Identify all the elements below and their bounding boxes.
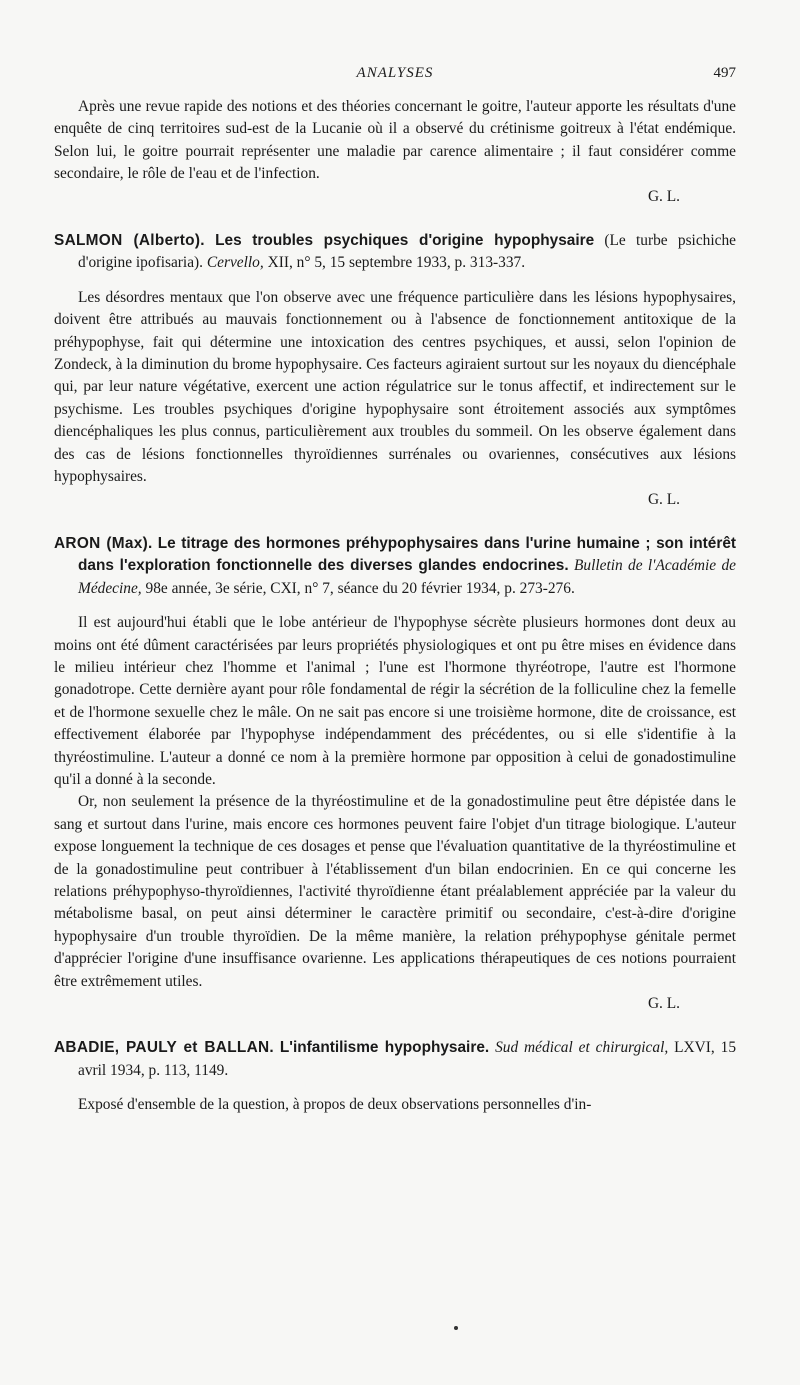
- print-speck: [454, 1326, 458, 1330]
- work-title: Les troubles psychiques d'origine hypophysaire: [215, 232, 595, 250]
- review-paragraph: Exposé d'ensemble de la question, à propos de deux observations personnelles d'in-: [78, 1096, 592, 1114]
- citation: [54, 533, 736, 600]
- author: ARON (Max).: [54, 534, 153, 552]
- journal-name: Cervello,: [206, 254, 264, 272]
- work-title: L'infantilisme hypophysaire.: [279, 1039, 490, 1057]
- running-header: [54, 62, 736, 86]
- journal-details: LXVI, 15 avril 1934, p. 113, 1149.: [78, 1039, 737, 1079]
- journal-name: Bulletin de l'Académie de Médecine,: [78, 557, 736, 597]
- review-paragraph: Les désordres mentaux que l'on observe avec une fréquence particulière dans les lésions hypophysaires, doivent être attribués au mauvais fonctionnement ou à l'absence de fonctionnement antitoxique de la préhypophyse, fait qui détermine une intoxication des centres psychiques, et aussi, selon l'opinion de Zondeck, à la diminution du brome hypophysaire. Ces facteurs agiraient surtout sur les noyaux du diencéphale qui, par leur nature végétative, exercent une action régulatrice sur le tonus affectif, et indirectement sur le psychisme. Les troubles psychiques d'origine hypophysaire sont étroitement associés aux symptômes diencéphaliques les plus connus, particulièrement aux troubles du sommeil. On les observe également dans des cas de lésions fonctionnelles thyroïdiennes surrénales ou ovariennes, consécutives aux lésions hypophysaires.: [54, 288, 736, 486]
- review-paragraph: Il est aujourd'hui établi que le lobe antérieur de l'hypophyse sécrète plusieurs hormones dont deux au moins ont été dûment caractérisées par leurs propriétés physiologiques et ont pu être mises en évidence dans le milieu intérieur chez l'homme et l'animal ; l'une est l'hormone thyréotrope, l'autre est l'hormone gonadotrope. Cette dernière ayant pour rôle fondamental de régir la sécrétion de la folliculine chez la femelle et de l'hormone sexuelle chez le mâle. On ne sait pas encore si une troisième hormone, dite de croissance, est effectivement élaborée par l'hypophyse indépendamment des précédentes, ou si elle s'identifie à la thyréostimuline. L'auteur a donné ce nom à la première hormone par opposition à celui de gonadostimuline qu'il a donné à la seconde.: [54, 614, 736, 788]
- page: [54, 62, 736, 1117]
- review-aron: [54, 533, 736, 1016]
- author: ABADIE, PAULY et BALLAN.: [54, 1039, 274, 1057]
- review-salmon: [54, 230, 736, 511]
- review-paragraph: Or, non seulement la présence de la thyréostimuline et de la gonadostimuline peut être dépistée dans le sang et surtout dans l'urine, mais encore ces hormones peuvent faire l'objet d'un titrage biologique. L'auteur expose longuement la technique de ces dosages et pense que l'évaluation quantitative de la thyréostimuline et de la gonadostimuline peut contribuer à l'établissement d'un bilan endocrinien. En ce qui concerne les relations préhypophyso-thyroïdiennes, l'activité thyroïdienne étant préalablement appréciée par la valeur du métabolisme basal, on peut ainsi déterminer le caractère primitif ou secondaire, c'est-à-dire d'origine hypophysaire d'un trouble thyroïdien. De la même manière, la relation préhypophyse génitale permet d'apprécier l'origine d'une insuffisance ovarienne. Les applications thérapeutiques de ces notions pourraient être extrêmement utiles.: [54, 793, 736, 990]
- citation: [54, 1037, 736, 1082]
- review-abadie: [54, 1037, 736, 1116]
- review-signature: G. L.: [647, 995, 680, 1013]
- intro-review-end: [54, 96, 736, 208]
- review-signature: G. L.: [647, 490, 680, 508]
- intro-signature: G. L.: [647, 187, 680, 205]
- work-title: Le titrage des hormones préhypophysaires dans l'urine humaine ; son intérêt dans l'exploration fonctionnelle des diverses glandes endocrines.: [78, 534, 737, 575]
- journal-details: 98e année, 3e série, CXI, n° 7, séance du 20 février 1934, p. 273-276.: [145, 579, 575, 597]
- running-title: ANALYSES: [356, 65, 434, 81]
- intro-paragraph: Après une revue rapide des notions et des théories concernant le goitre, l'auteur apporte les résultats d'une enquête de cinq territoires sud-est de la Lucanie où il a observé du crétinisme goitreux à l'état endémique. Selon lui, le goitre pourrait représenter une maladie par carence alimentaire ; il faut considérer comme secondaire, le rôle de l'eau et de l'infection.: [54, 98, 736, 183]
- original-title: (Le turbe psichiche d'origine ipofisaria).: [78, 232, 736, 272]
- citation: [54, 230, 736, 275]
- journal-details: XII, n° 5, 15 septembre 1933, p. 313-337.: [267, 254, 526, 272]
- journal-name: Sud médical et chirurgical,: [495, 1039, 669, 1057]
- author: SALMON (Alberto).: [54, 232, 205, 250]
- page-number: 497: [713, 65, 736, 81]
